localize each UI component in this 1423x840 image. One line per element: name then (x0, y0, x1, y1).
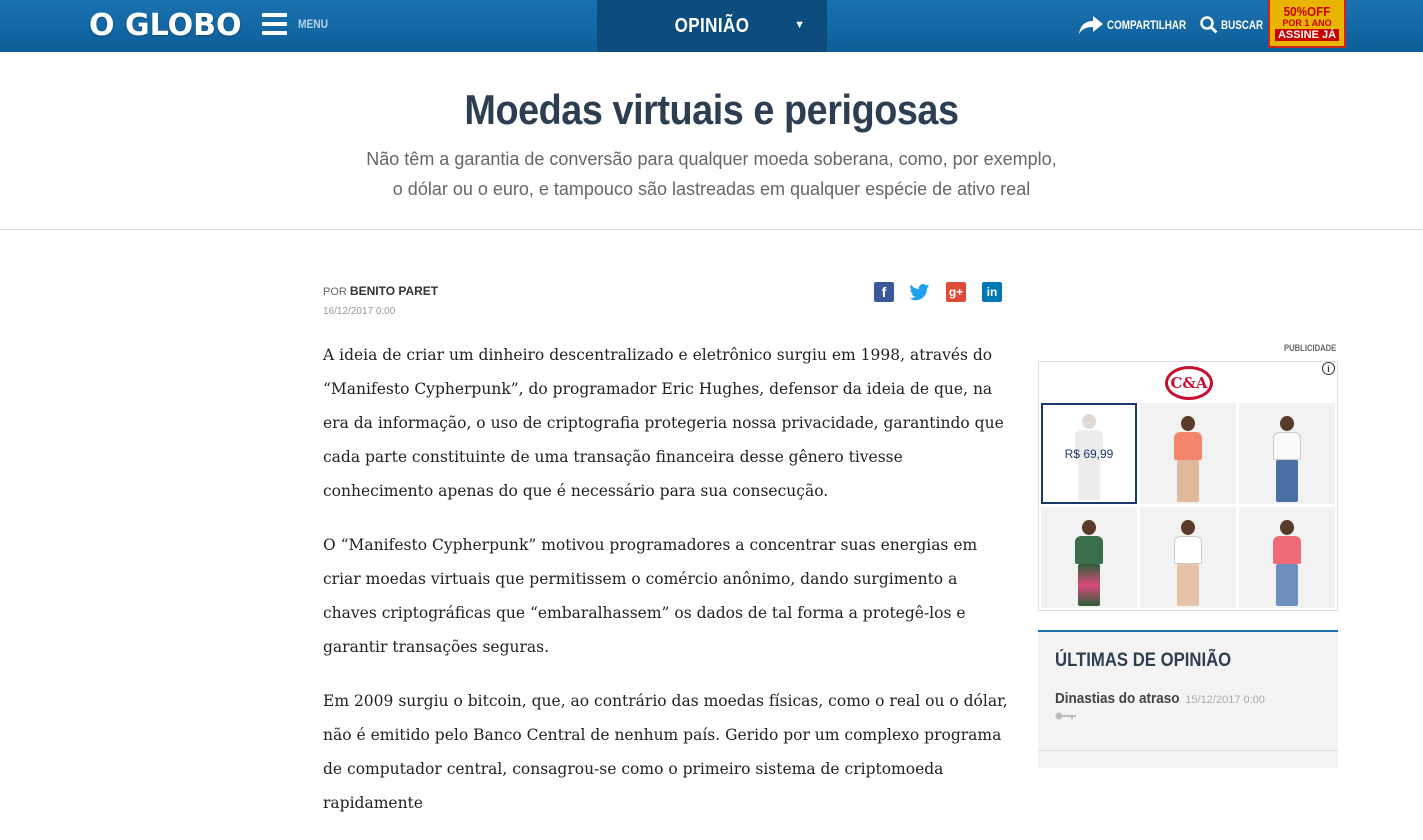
model-figure (1270, 518, 1304, 608)
model-figure (1072, 518, 1106, 608)
linkedin-icon[interactable]: in (982, 282, 1002, 302)
facebook-icon[interactable]: f (874, 282, 894, 302)
article-title: Moedas virtuais e perigosas (464, 86, 959, 133)
paragraph: A ideia de criar um dinheiro descentralizado e eletrônico surgiu em 1998, através do “Manifesto Cypherpunk”, do programador Eric Hughes, defensor da ideia de que, na era da informação, o uso de criptografia protegeria nossa privacidade, garantindo que cada parte constituinte de uma transação financeira desse gênero tivesse conhecimento apenas do que é necessário para sua consecução. (323, 346, 1004, 500)
byline (323, 284, 438, 298)
top-navigation-bar (0, 0, 1423, 52)
article-header (0, 52, 1423, 230)
product-price: R$ 69,99 (1064, 446, 1114, 461)
latest-opinion-item[interactable] (1055, 690, 1265, 707)
model-figure (1270, 414, 1304, 504)
social-share-bar (874, 282, 1002, 302)
promo-cta: ASSINE JÁ (1275, 29, 1339, 41)
site-logo[interactable]: O GLOBO (89, 8, 242, 43)
promo-period: POR 1 ANO (1282, 18, 1332, 28)
latest-item-title: Dinastias do atraso (1055, 690, 1180, 707)
share-label: COMPARTILHAR (1107, 18, 1187, 32)
share-arrow-icon (1079, 16, 1103, 34)
byline-prefix: POR (323, 286, 350, 298)
search-icon (1200, 16, 1218, 34)
caret-down-icon: ▼ (794, 19, 805, 31)
brand-logo[interactable]: C&A (1165, 366, 1213, 400)
product-tile[interactable] (1239, 507, 1335, 608)
paragraph: O “Manifesto Cypherpunk” motivou programadores a concentrar suas energias em criar moedas virtuais que permitissem o comércio anônimo, dando surgimento a chaves criptográficas que “embaralhassem” os dados de tal forma a protegê-los e garantir transações seguras. (323, 536, 978, 656)
google-plus-icon[interactable]: g+ (946, 282, 966, 302)
author-name[interactable]: BENITO PARET (349, 284, 439, 298)
product-tile-selected[interactable] (1041, 403, 1137, 504)
model-figure (1171, 518, 1205, 608)
paragraph: Em 2009 surgiu o bitcoin, que, ao contrário das moedas físicas, como o real ou o dólar, não é emitido pelo Banco Central de nenhum país. Gerido por um complexo programa de computador central, consagrou-se como o primeiro sistema de criptomoeda rapidamente (323, 692, 1008, 812)
subscribe-promo-button[interactable] (1268, 0, 1346, 48)
key-icon (1055, 712, 1077, 720)
latest-opinion-title: ÚLTIMAS DE OPINIÃO (1055, 650, 1232, 671)
article-body (323, 338, 1013, 840)
model-figure (1171, 414, 1205, 504)
search-label: BUSCAR (1221, 18, 1264, 32)
latest-item-date: 15/12/2017 0:00 (1185, 694, 1265, 706)
product-tile[interactable] (1239, 403, 1335, 504)
section-label: OPINIÃO (674, 14, 750, 37)
menu-label: MENU (298, 17, 329, 31)
share-button[interactable] (1079, 16, 1203, 34)
ad-label: PUBLICIDADE (1284, 343, 1337, 353)
menu-button[interactable] (262, 13, 333, 35)
promo-discount: 50%OFF (1283, 4, 1331, 19)
twitter-icon[interactable] (910, 282, 930, 302)
search-button[interactable] (1200, 16, 1272, 34)
hamburger-icon (262, 13, 287, 35)
publish-date: 16/12/2017 0:00 (323, 306, 396, 317)
product-grid (1041, 403, 1335, 608)
product-tile[interactable] (1140, 403, 1236, 504)
product-tile[interactable] (1041, 507, 1137, 608)
latest-opinion-box (1038, 630, 1338, 768)
divider (1038, 750, 1338, 751)
article-subtitle: Não têm a garantia de conversão para qualquer moeda soberana, como, por exemplo, o dólar ou o euro, e tampouco são lastreadas em qualquer espécie de ativo real (366, 149, 1057, 199)
section-dropdown[interactable] (597, 0, 827, 52)
advertisement-banner[interactable] (1038, 361, 1338, 611)
product-tile[interactable] (1140, 507, 1236, 608)
ad-info-icon[interactable]: i (1322, 362, 1335, 375)
